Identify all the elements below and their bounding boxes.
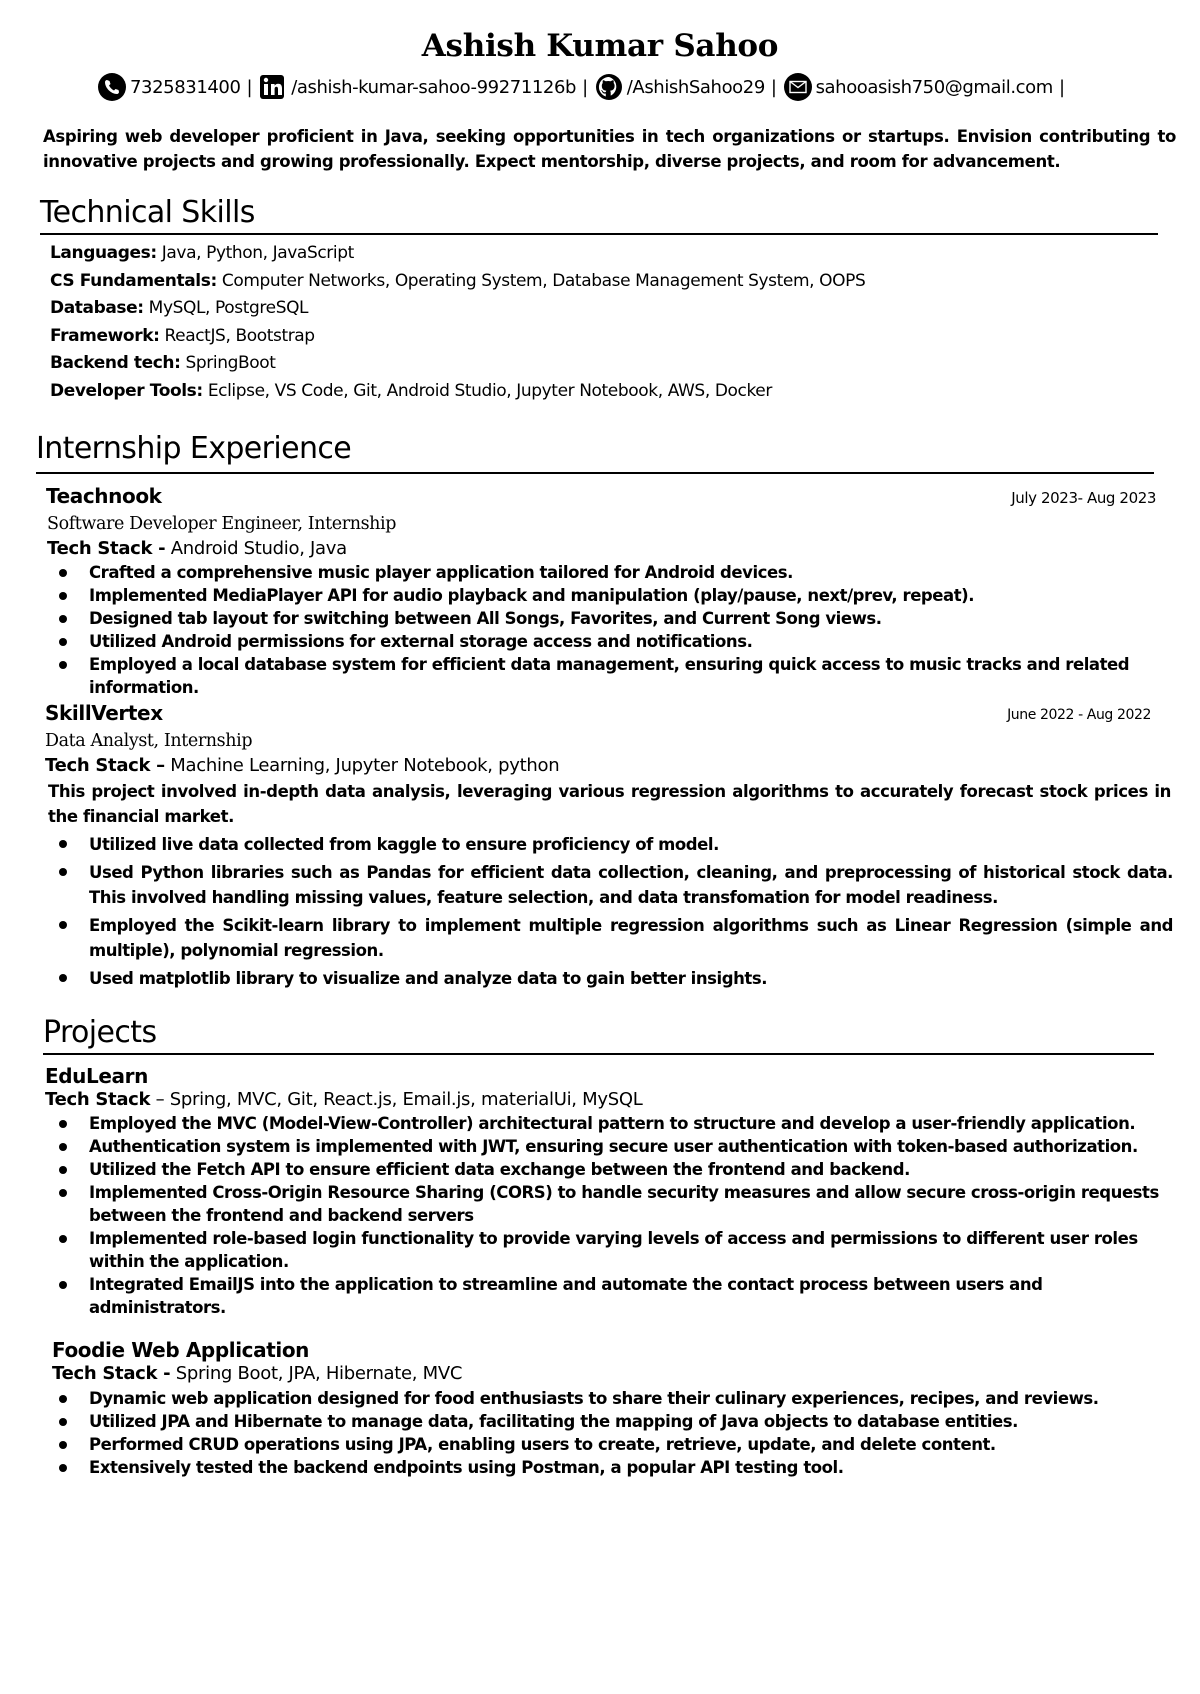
- phone-number: 7325831400: [130, 76, 241, 98]
- email-link[interactable]: sahooasish750@gmail.com: [815, 76, 1053, 98]
- github-icon: [594, 72, 624, 102]
- linkedin-icon: [258, 72, 288, 102]
- project-name: EduLearn: [45, 1064, 148, 1088]
- company-name: Teachnook: [46, 484, 162, 508]
- job-description: This project involved in-depth data analysis, leveraging various regression algorithms to accurately forecast stock prices in the financial market.: [48, 782, 1171, 826]
- list-item: Implemented MediaPlayer API for audio playback and manipulation (play/pause, next/prev, repeat).: [47, 584, 1167, 607]
- job-role: Data Analyst, Internship: [45, 731, 253, 751]
- list-item: Integrated EmailJS into the application to streamline and automate the contact process between users and administrators.: [47, 1273, 1173, 1319]
- skill-row: [50, 240, 865, 268]
- list-item: Employed the MVC (Model-View-Controller) architectural pattern to structure and develop a user-friendly application.: [47, 1112, 1173, 1135]
- list-item: Used Python libraries such as Pandas for efficient data collection, cleaning, and preprocessing of historical stock data. This involved handling missing values, feature selection, and data transfomation for model readiness.: [47, 860, 1173, 910]
- skill-row: [50, 350, 865, 378]
- skill-value: MySQL, PostgreSQL: [143, 298, 309, 319]
- mail-icon: [783, 72, 813, 102]
- tech-stack-value: Android Studio, Java: [165, 538, 347, 559]
- list-item: Authentication system is implemented with JWT, ensuring secure user authentication with token-based authorization.: [47, 1135, 1173, 1158]
- tech-stack-line: [45, 1089, 642, 1110]
- list-item: Employed a local database system for efficient data management, ensuring quick access to music tracks and related information.: [47, 653, 1167, 699]
- list-item: Used matplotlib library to visualize and analyze data to gain better insights.: [47, 966, 1173, 991]
- section-divider: [43, 1053, 1154, 1055]
- github-link[interactable]: /AshishSahoo29: [626, 76, 765, 98]
- job-role: Software Developer Engineer, Internship: [47, 514, 397, 534]
- job-bullets: [47, 832, 1173, 991]
- separator: |: [246, 76, 253, 98]
- skill-value: SpringBoot: [180, 353, 276, 374]
- separator: |: [582, 76, 588, 98]
- list-item: Dynamic web application designed for food enthusiasts to share their culinary experiences, recipes, and reviews.: [47, 1387, 1173, 1410]
- project-bullets: [47, 1387, 1173, 1479]
- section-divider: [36, 472, 1154, 474]
- tech-stack-label: Tech Stack –: [45, 755, 165, 776]
- tech-stack-line: [47, 538, 347, 559]
- list-item: Utilized live data collected from kaggle to ensure proficiency of model.: [47, 832, 1173, 857]
- contact-line: [97, 70, 1071, 104]
- tech-stack-value: Machine Learning, Jupyter Notebook, python: [164, 755, 560, 776]
- skill-label: Backend tech:: [50, 353, 181, 374]
- skill-label: Framework:: [50, 325, 160, 346]
- list-item: Designed tab layout for switching between All Songs, Favorites, and Current Song views.: [47, 607, 1167, 630]
- linkedin-link[interactable]: /ashish-kumar-sahoo-99271126b: [291, 76, 577, 98]
- job-date: June 2022 - Aug 2022: [1007, 707, 1151, 723]
- skill-row: [50, 295, 865, 323]
- separator: |: [770, 76, 777, 98]
- section-title-skills: Technical Skills: [40, 195, 255, 230]
- project-name: Foodie Web Application: [52, 1338, 309, 1362]
- list-item: Utilized Android permissions for external storage access and notifications.: [47, 630, 1167, 653]
- list-item: Utilized the Fetch API to ensure efficient data exchange between the frontend and backend.: [47, 1158, 1173, 1181]
- skill-label: Database:: [50, 298, 144, 319]
- candidate-name: Ashish Kumar Sahoo: [421, 28, 779, 64]
- skill-row: [50, 268, 865, 296]
- skill-label: CS Fundamentals:: [50, 270, 217, 291]
- skill-label: Languages:: [50, 243, 157, 263]
- list-item: Implemented role-based login functionality to provide varying levels of access and permissions to different user roles within the application.: [47, 1227, 1173, 1273]
- tech-stack-label: Tech Stack: [45, 1089, 151, 1110]
- skill-value: Eclipse, VS Code, Git, Android Studio, Jupyter Notebook, AWS, Docker: [202, 380, 772, 401]
- list-item: Implemented Cross-Origin Resource Sharing (CORS) to handle security measures and allow secure cross-origin requests between the frontend and backend servers: [47, 1181, 1173, 1227]
- company-name: SkillVertex: [45, 701, 163, 725]
- separator: |: [1058, 76, 1065, 98]
- tech-stack-label: Tech Stack -: [47, 538, 166, 559]
- skills-list: [50, 240, 865, 406]
- job-bullets: [47, 561, 1167, 699]
- skill-row: [50, 323, 865, 351]
- phone-icon: [97, 72, 127, 102]
- list-item: Employed the Scikit-learn library to implement multiple regression algorithms such as Linear Regression (simple and multiple), polynomial regression.: [47, 913, 1173, 963]
- list-item: Performed CRUD operations using JPA, enabling users to create, retrieve, update, and delete content.: [47, 1433, 1173, 1456]
- list-item: Crafted a comprehensive music player application tailored for Android devices.: [47, 561, 1167, 584]
- section-title-experience: Internship Experience: [36, 431, 352, 466]
- tech-stack-line: [45, 755, 559, 776]
- skill-label: Developer Tools:: [50, 380, 203, 401]
- list-item: Utilized JPA and Hibernate to manage data, facilitating the mapping of Java objects to database entities.: [47, 1410, 1173, 1433]
- skill-row: [50, 378, 865, 406]
- skill-value: ReactJS, Bootstrap: [159, 325, 315, 346]
- tech-stack-label: Tech Stack -: [52, 1363, 171, 1384]
- section-title-projects: Projects: [43, 1015, 157, 1050]
- job-date: July 2023- Aug 2023: [1011, 489, 1156, 507]
- skill-value: Computer Networks, Operating System, Database Management System, OOPS: [216, 270, 866, 291]
- tech-stack-value: Spring Boot, JPA, Hibernate, MVC: [170, 1363, 463, 1384]
- project-bullets: [47, 1112, 1173, 1319]
- section-divider: [40, 233, 1158, 235]
- skill-value: Java, Python, JavaScript: [156, 243, 354, 263]
- tech-stack-value: – Spring, MVC, Git, React.js, Email.js, materialUi, MySQL: [150, 1089, 643, 1110]
- summary-paragraph: Aspiring web developer proficient in Java, seeking opportunities in tech organizations or startups. Envision contributing to innovative projects and growing professionally. Expect mentorship, diverse projects, and room for advancement.: [43, 127, 1176, 171]
- list-item: Extensively tested the backend endpoints using Postman, a popular API testing tool.: [47, 1456, 1173, 1479]
- tech-stack-line: [52, 1363, 462, 1384]
